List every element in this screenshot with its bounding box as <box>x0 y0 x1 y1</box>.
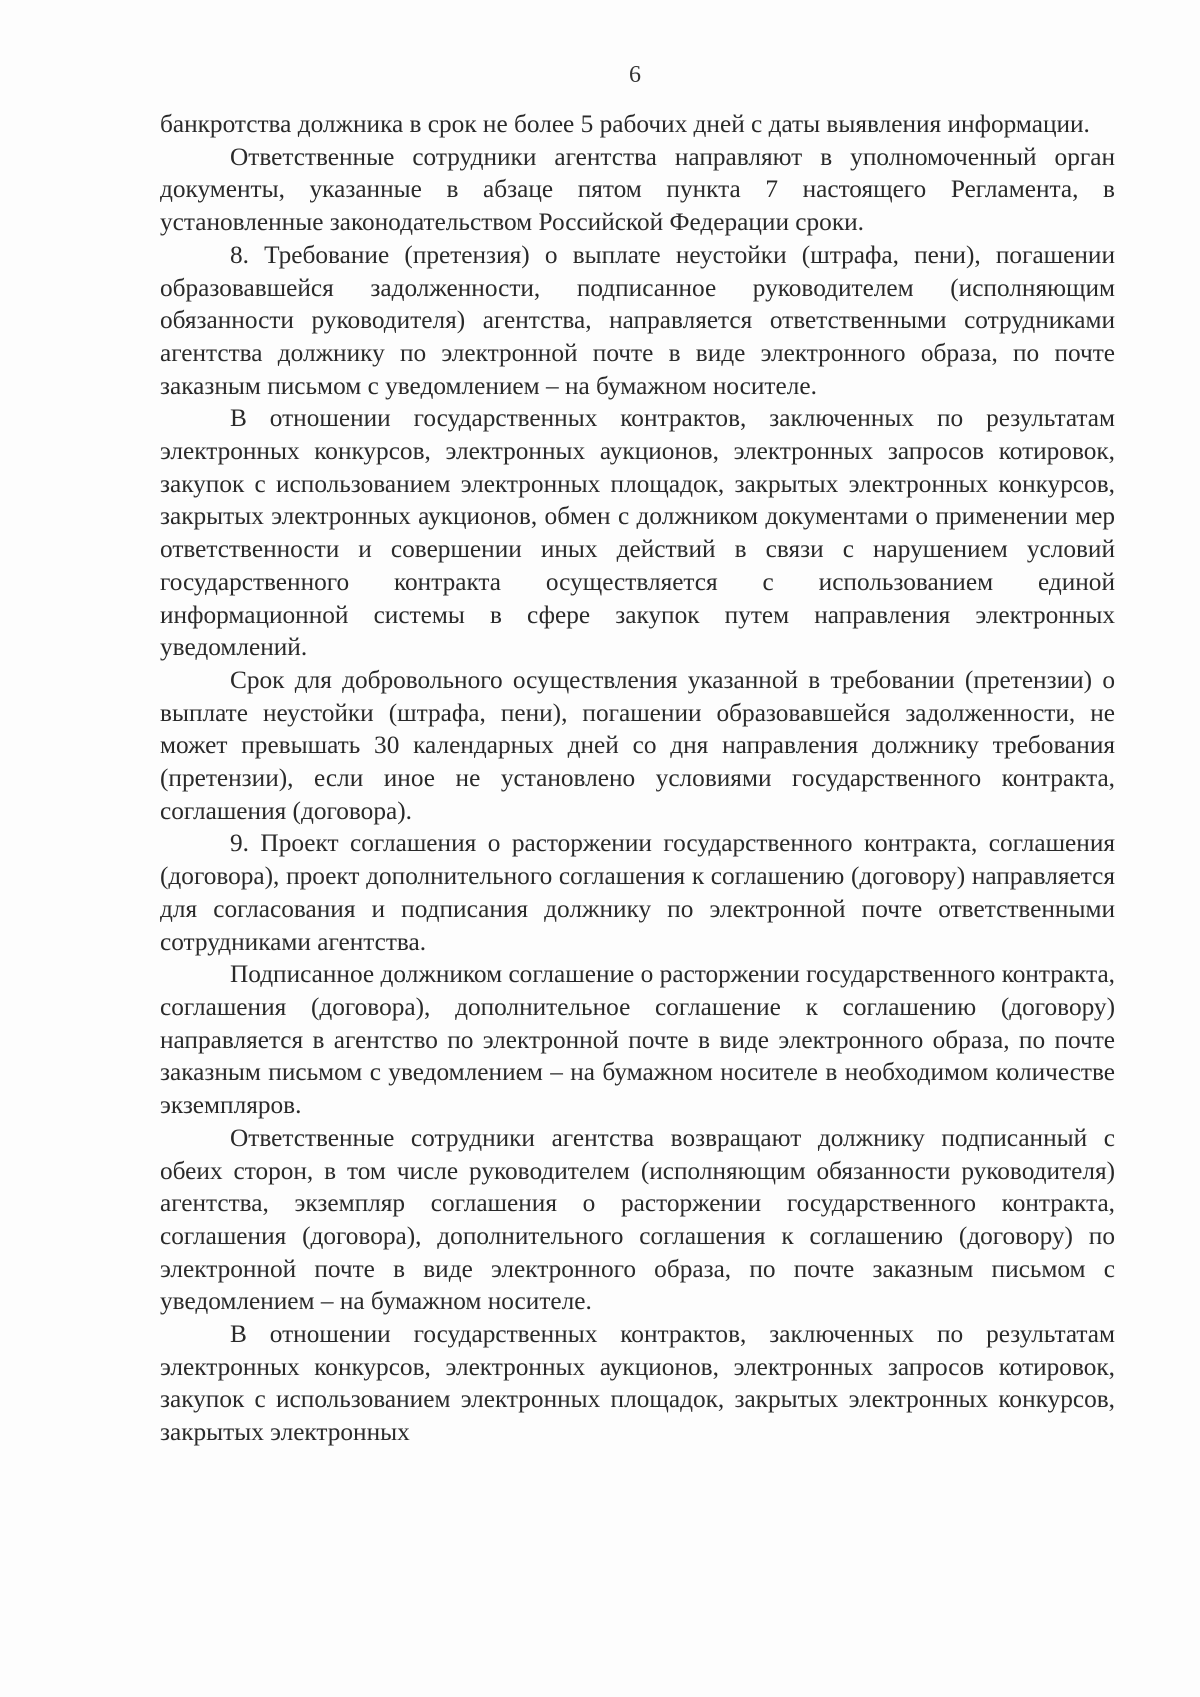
document-body <box>160 108 1115 1449</box>
paragraph-continuation: банкротства должника в срок не более 5 рабочих дней с даты выявления информации. <box>160 110 1090 138</box>
paragraph: Срок для добровольного осуществления указанной в требовании (претензии) о выплате неустойки (штрафа, пени), погашении образовавшейся задолженности, не может превышать 30 календарных дней со дня направления должнику требования (претензии), если иное не установлено условиями государственного контракта, соглашения (договора). <box>160 665 1115 825</box>
paragraph: В отношении государственных контрактов, заключенных по результатам электронных конкурсов, электронных аукционов, электронных запросов котировок, закупок с использованием электронных площадок, закрытых электронных конкурсов, закрытых электронных аукционов, обмен с должником документами о применении мер ответственности и совершении иных действий в связи с нарушением условий государственного контракта осуществляется с использованием единой информационной системы в сфере закупок путем направления электронных уведомлений. <box>160 404 1115 662</box>
paragraph-truncated: В отношении государственных контрактов, заключенных по результатам электронных конкурсов, электронных аукционов, электронных запросов котировок, закупок с использованием электронных площадок, закрытых электронных конкурсов, закрытых электронных <box>160 1320 1115 1447</box>
paragraph: Ответственные сотрудники агентства возвращают должнику подписанный с обеих сторон, в том числе руководителем (исполняющим обязанности руководителя) агентства, экземпляр соглашения о расторжении государственного контракта, соглашения (договора), дополнительного соглашения к соглашению (договору) по электронной почте в виде электронного образа, по почте заказным письмом с уведомлением – на бумажном носителе. <box>160 1123 1115 1316</box>
paragraph: Ответственные сотрудники агентства направляют в уполномоченный орган документы, указанные в абзаце пятом пункта 7 настоящего Регламента, в установленные законодательством Российской Федерации сроки. <box>160 142 1115 237</box>
page-number: 6 <box>629 62 641 88</box>
paragraph-item-9: 9. Проект соглашения о расторжении государственного контракта, соглашения (договора), проект дополнительного соглашения к соглашению (договору) направляется для согласования и подписания должнику по электронной почте ответственными сотрудниками агентства. <box>160 829 1115 956</box>
paragraph-item-8: 8. Требование (претензия) о выплате неустойки (штрафа, пени), погашении образовавшейся задолженности, подписанное руководителем (исполняющим обязанности руководителя) агентства, направляется ответственными сотрудниками агентства должнику по электронной почте в виде электронного образа, по почте заказным письмом с уведомлением – на бумажном носителе. <box>160 240 1115 400</box>
paragraph: Подписанное должником соглашение о расторжении государственного контракта, соглашения (договора), дополнительное соглашение к соглашению (договору) направляется в агентство по электронной почте в виде электронного образа, по почте заказным письмом с уведомлением – на бумажном носителе в необходимом количестве экземпляров. <box>160 960 1115 1120</box>
